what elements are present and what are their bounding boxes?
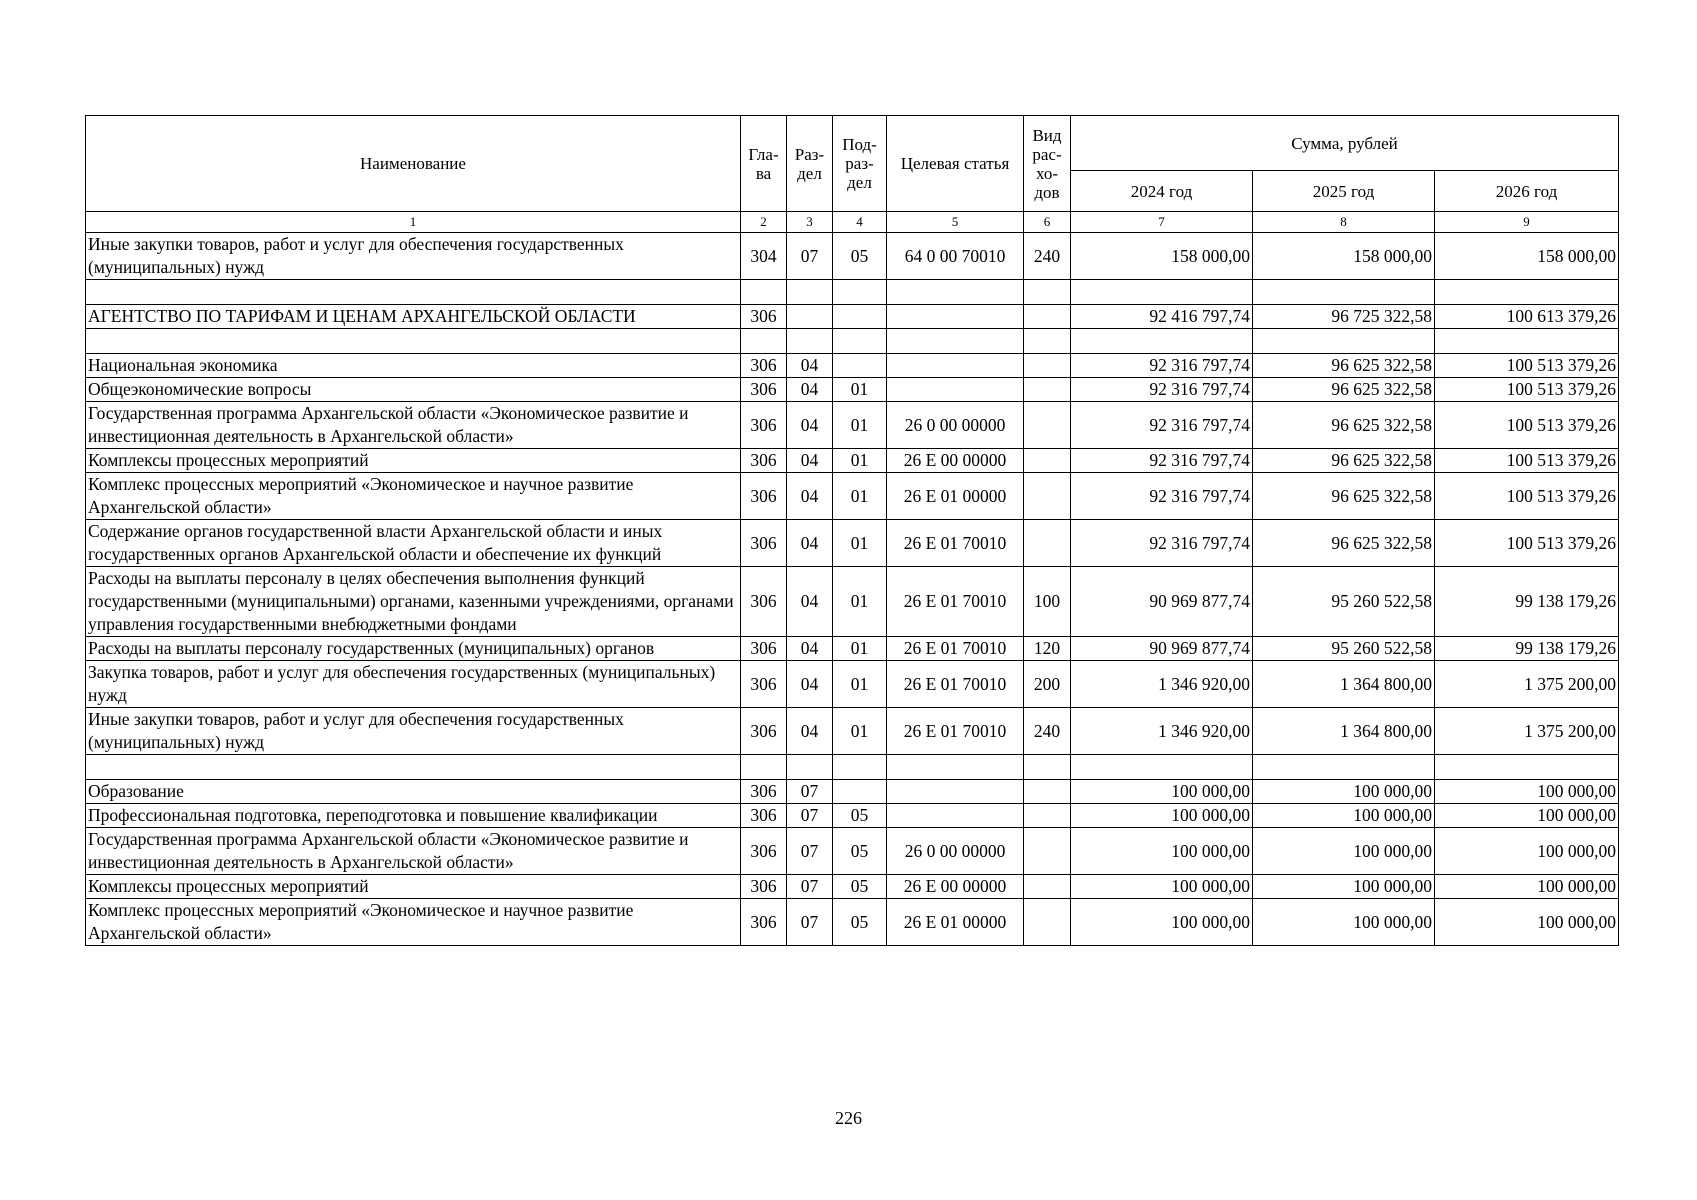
row-podrazdel: 01 [833, 378, 887, 402]
header-row-1 [86, 116, 1619, 171]
row-sum-2026: 1 375 200,00 [1435, 708, 1619, 755]
row-sum-2025: 96 625 322,58 [1253, 473, 1435, 520]
row-celevaya-statya: 26 0 00 00000 [887, 828, 1024, 875]
row-celevaya-statya: 64 0 00 70010 [887, 233, 1024, 280]
row-name: Государственная программа Архангельской области «Экономическое развитие и инвестиционная деятельность в Архангельской области» [86, 828, 741, 875]
row-vid-rashodov [1024, 354, 1071, 378]
row-celevaya-statya: 26 Е 01 00000 [887, 473, 1024, 520]
spacer-cell [1071, 755, 1253, 780]
row-razdel: 04 [787, 567, 833, 637]
spacer-cell [86, 280, 741, 305]
column-number: 8 [1253, 212, 1435, 233]
row-name: Иные закупки товаров, работ и услуг для обеспечения государственных (муниципальных) нужд [86, 708, 741, 755]
row-celevaya-statya: 26 Е 01 70010 [887, 520, 1024, 567]
row-razdel: 04 [787, 708, 833, 755]
row-sum-2025: 95 260 522,58 [1253, 637, 1435, 661]
row-sum-2026: 100 513 379,26 [1435, 520, 1619, 567]
row-sum-2024: 100 000,00 [1071, 780, 1253, 804]
row-sum-2026: 99 138 179,26 [1435, 637, 1619, 661]
row-vid-rashodov [1024, 899, 1071, 946]
row-glava: 306 [741, 520, 787, 567]
row-glava: 306 [741, 378, 787, 402]
row-name: Образование [86, 780, 741, 804]
row-sum-2024: 92 316 797,74 [1071, 449, 1253, 473]
row-glava: 306 [741, 708, 787, 755]
row-celevaya-statya [887, 305, 1024, 329]
row-sum-2026: 100 000,00 [1435, 899, 1619, 946]
row-sum-2024: 158 000,00 [1071, 233, 1253, 280]
row-razdel: 07 [787, 804, 833, 828]
spacer-cell [787, 329, 833, 354]
row-vid-rashodov: 120 [1024, 637, 1071, 661]
row-podrazdel: 05 [833, 875, 887, 899]
table-row [86, 233, 1619, 280]
row-glava: 306 [741, 473, 787, 520]
row-celevaya-statya: 26 Е 01 70010 [887, 567, 1024, 637]
row-celevaya-statya [887, 378, 1024, 402]
spacer-cell [887, 280, 1024, 305]
row-sum-2025: 96 625 322,58 [1253, 449, 1435, 473]
budget-table [85, 115, 1619, 946]
row-name: Комплексы процессных мероприятий [86, 875, 741, 899]
row-vid-rashodov [1024, 473, 1071, 520]
row-name: Общеэкономические вопросы [86, 378, 741, 402]
row-sum-2024: 1 346 920,00 [1071, 708, 1253, 755]
row-razdel: 04 [787, 661, 833, 708]
row-sum-2025: 100 000,00 [1253, 899, 1435, 946]
row-name: Расходы на выплаты персоналу государственных (муниципальных) органов [86, 637, 741, 661]
spacer-cell [833, 329, 887, 354]
row-sum-2025: 96 625 322,58 [1253, 402, 1435, 449]
row-celevaya-statya: 26 Е 01 70010 [887, 708, 1024, 755]
header-vid: Вид рас-хо-дов [1024, 116, 1071, 212]
row-podrazdel: 01 [833, 473, 887, 520]
row-razdel: 07 [787, 780, 833, 804]
row-podrazdel [833, 354, 887, 378]
row-vid-rashodov: 240 [1024, 233, 1071, 280]
row-sum-2024: 1 346 920,00 [1071, 661, 1253, 708]
table-row [86, 708, 1619, 755]
column-number: 2 [741, 212, 787, 233]
row-razdel [787, 305, 833, 329]
spacer-cell [787, 280, 833, 305]
header-2026: 2026 год [1435, 171, 1619, 212]
column-number: 3 [787, 212, 833, 233]
row-sum-2025: 100 000,00 [1253, 804, 1435, 828]
header-2024: 2024 год [1071, 171, 1253, 212]
row-sum-2026: 100 000,00 [1435, 828, 1619, 875]
row-vid-rashodov [1024, 780, 1071, 804]
row-razdel: 07 [787, 828, 833, 875]
row-sum-2024: 100 000,00 [1071, 804, 1253, 828]
row-sum-2024: 92 316 797,74 [1071, 402, 1253, 449]
row-sum-2026: 158 000,00 [1435, 233, 1619, 280]
spacer-cell [86, 755, 741, 780]
row-vid-rashodov [1024, 402, 1071, 449]
row-podrazdel: 05 [833, 233, 887, 280]
spacer-cell [833, 280, 887, 305]
spacer-cell [833, 755, 887, 780]
row-vid-rashodov [1024, 378, 1071, 402]
row-name: Комплекс процессных мероприятий «Экономическое и научное развитие Архангельской области» [86, 473, 741, 520]
row-vid-rashodov [1024, 305, 1071, 329]
spacer-cell [787, 755, 833, 780]
row-sum-2025: 96 625 322,58 [1253, 378, 1435, 402]
row-name: Расходы на выплаты персоналу в целях обеспечения выполнения функций государственными (муниципальными) органами, казенными учреждениями, органами управления государственными внебюджетными фондами [86, 567, 741, 637]
row-vid-rashodov [1024, 804, 1071, 828]
header-name: Наименование [86, 116, 741, 212]
row-glava: 306 [741, 875, 787, 899]
header-podrazdel: Под-раз-дел [833, 116, 887, 212]
spacer-cell [1071, 329, 1253, 354]
column-number: 6 [1024, 212, 1071, 233]
row-sum-2025: 96 725 322,58 [1253, 305, 1435, 329]
row-sum-2024: 92 416 797,74 [1071, 305, 1253, 329]
table-row [86, 354, 1619, 378]
row-celevaya-statya: 26 Е 00 00000 [887, 875, 1024, 899]
row-sum-2024: 90 969 877,74 [1071, 637, 1253, 661]
row-name: Государственная программа Архангельской области «Экономическое развитие и инвестиционная деятельность в Архангельской области» [86, 402, 741, 449]
spacer-cell [887, 329, 1024, 354]
table-row [86, 402, 1619, 449]
row-sum-2026: 100 513 379,26 [1435, 354, 1619, 378]
row-vid-rashodov: 240 [1024, 708, 1071, 755]
column-number: 9 [1435, 212, 1619, 233]
row-sum-2026: 100 613 379,26 [1435, 305, 1619, 329]
row-name: Национальная экономика [86, 354, 741, 378]
row-name: Закупка товаров, работ и услуг для обеспечения государственных (муниципальных) нужд [86, 661, 741, 708]
row-sum-2026: 100 000,00 [1435, 780, 1619, 804]
row-glava: 306 [741, 637, 787, 661]
page-number: 226 [835, 1108, 862, 1128]
table-row [86, 875, 1619, 899]
column-number-row [86, 212, 1619, 233]
spacer-row [86, 329, 1619, 354]
spacer-cell [1253, 329, 1435, 354]
table-row [86, 661, 1619, 708]
row-glava: 306 [741, 305, 787, 329]
table-row [86, 637, 1619, 661]
row-name: Содержание органов государственной власти Архангельской области и иных государственных органов Архангельской области и обеспечение их функций [86, 520, 741, 567]
row-sum-2026: 100 000,00 [1435, 875, 1619, 899]
row-razdel: 04 [787, 473, 833, 520]
row-podrazdel [833, 305, 887, 329]
row-vid-rashodov: 200 [1024, 661, 1071, 708]
row-celevaya-statya [887, 354, 1024, 378]
row-sum-2026: 100 513 379,26 [1435, 449, 1619, 473]
row-podrazdel [833, 780, 887, 804]
spacer-cell [741, 280, 787, 305]
row-glava: 306 [741, 449, 787, 473]
column-number: 7 [1071, 212, 1253, 233]
row-celevaya-statya: 26 Е 01 70010 [887, 661, 1024, 708]
spacer-cell [1435, 280, 1619, 305]
spacer-cell [1435, 329, 1619, 354]
row-vid-rashodov: 100 [1024, 567, 1071, 637]
row-glava: 306 [741, 567, 787, 637]
spacer-cell [1253, 280, 1435, 305]
row-glava: 306 [741, 828, 787, 875]
row-podrazdel: 05 [833, 899, 887, 946]
spacer-row [86, 280, 1619, 305]
row-sum-2024: 100 000,00 [1071, 828, 1253, 875]
row-sum-2026: 100 513 379,26 [1435, 378, 1619, 402]
table-row [86, 378, 1619, 402]
column-number: 1 [86, 212, 741, 233]
row-vid-rashodov [1024, 875, 1071, 899]
row-podrazdel: 01 [833, 637, 887, 661]
row-podrazdel: 01 [833, 449, 887, 473]
spacer-cell [86, 329, 741, 354]
row-celevaya-statya [887, 804, 1024, 828]
row-name: Иные закупки товаров, работ и услуг для обеспечения государственных (муниципальных) нужд [86, 233, 741, 280]
row-celevaya-statya: 26 Е 00 00000 [887, 449, 1024, 473]
spacer-cell [887, 755, 1024, 780]
header-razdel: Раз-дел [787, 116, 833, 212]
spacer-cell [1253, 755, 1435, 780]
table-body [86, 233, 1619, 946]
spacer-cell [1024, 329, 1071, 354]
row-sum-2024: 92 316 797,74 [1071, 354, 1253, 378]
row-razdel: 07 [787, 875, 833, 899]
spacer-cell [1024, 280, 1071, 305]
row-sum-2024: 92 316 797,74 [1071, 378, 1253, 402]
row-celevaya-statya: 26 Е 01 70010 [887, 637, 1024, 661]
row-razdel: 07 [787, 899, 833, 946]
row-sum-2025: 100 000,00 [1253, 828, 1435, 875]
row-podrazdel: 05 [833, 828, 887, 875]
row-razdel: 04 [787, 402, 833, 449]
row-sum-2024: 100 000,00 [1071, 875, 1253, 899]
row-sum-2025: 100 000,00 [1253, 875, 1435, 899]
row-sum-2026: 100 000,00 [1435, 804, 1619, 828]
row-glava: 306 [741, 402, 787, 449]
row-razdel: 07 [787, 233, 833, 280]
row-sum-2025: 1 364 800,00 [1253, 708, 1435, 755]
row-sum-2026: 100 513 379,26 [1435, 473, 1619, 520]
table-row [86, 520, 1619, 567]
row-sum-2025: 96 625 322,58 [1253, 354, 1435, 378]
row-celevaya-statya: 26 0 00 00000 [887, 402, 1024, 449]
row-vid-rashodov [1024, 520, 1071, 567]
row-glava: 304 [741, 233, 787, 280]
row-glava: 306 [741, 354, 787, 378]
spacer-cell [741, 755, 787, 780]
row-razdel: 04 [787, 637, 833, 661]
row-sum-2024: 90 969 877,74 [1071, 567, 1253, 637]
spacer-cell [1024, 755, 1071, 780]
table-row [86, 804, 1619, 828]
column-number: 4 [833, 212, 887, 233]
header-2025: 2025 год [1253, 171, 1435, 212]
row-sum-2025: 100 000,00 [1253, 780, 1435, 804]
row-glava: 306 [741, 899, 787, 946]
spacer-cell [1435, 755, 1619, 780]
table-row [86, 473, 1619, 520]
row-podrazdel: 01 [833, 708, 887, 755]
row-podrazdel: 01 [833, 520, 887, 567]
row-podrazdel: 01 [833, 661, 887, 708]
table-row [86, 567, 1619, 637]
row-razdel: 04 [787, 354, 833, 378]
row-sum-2025: 95 260 522,58 [1253, 567, 1435, 637]
row-razdel: 04 [787, 520, 833, 567]
row-name: Комплекс процессных мероприятий «Экономическое и научное развитие Архангельской области» [86, 899, 741, 946]
spacer-cell [741, 329, 787, 354]
row-sum-2025: 1 364 800,00 [1253, 661, 1435, 708]
table-row [86, 899, 1619, 946]
table-row [86, 449, 1619, 473]
row-razdel: 04 [787, 449, 833, 473]
row-vid-rashodov [1024, 828, 1071, 875]
budget-table-container [85, 115, 1618, 946]
row-sum-2026: 1 375 200,00 [1435, 661, 1619, 708]
row-podrazdel: 01 [833, 402, 887, 449]
spacer-cell [1071, 280, 1253, 305]
column-number: 5 [887, 212, 1024, 233]
spacer-row [86, 755, 1619, 780]
row-celevaya-statya: 26 Е 01 00000 [887, 899, 1024, 946]
table-row [86, 305, 1619, 329]
row-name: Профессиональная подготовка, переподготовка и повышение квалификации [86, 804, 741, 828]
row-sum-2025: 158 000,00 [1253, 233, 1435, 280]
table-row [86, 780, 1619, 804]
row-sum-2024: 100 000,00 [1071, 899, 1253, 946]
header-celevaya: Целевая статья [887, 116, 1024, 212]
row-sum-2024: 92 316 797,74 [1071, 473, 1253, 520]
row-sum-2024: 92 316 797,74 [1071, 520, 1253, 567]
row-razdel: 04 [787, 378, 833, 402]
header-glava: Гла-ва [741, 116, 787, 212]
row-name: АГЕНТСТВО ПО ТАРИФАМ И ЦЕНАМ АРХАНГЕЛЬСКОЙ ОБЛАСТИ [86, 305, 741, 329]
row-celevaya-statya [887, 780, 1024, 804]
header-summa: Сумма, рублей [1071, 116, 1619, 171]
row-podrazdel: 05 [833, 804, 887, 828]
row-vid-rashodov [1024, 449, 1071, 473]
table-row [86, 828, 1619, 875]
row-sum-2025: 96 625 322,58 [1253, 520, 1435, 567]
row-podrazdel: 01 [833, 567, 887, 637]
row-glava: 306 [741, 780, 787, 804]
row-glava: 306 [741, 804, 787, 828]
row-sum-2026: 100 513 379,26 [1435, 402, 1619, 449]
row-name: Комплексы процессных мероприятий [86, 449, 741, 473]
row-glava: 306 [741, 661, 787, 708]
row-sum-2026: 99 138 179,26 [1435, 567, 1619, 637]
